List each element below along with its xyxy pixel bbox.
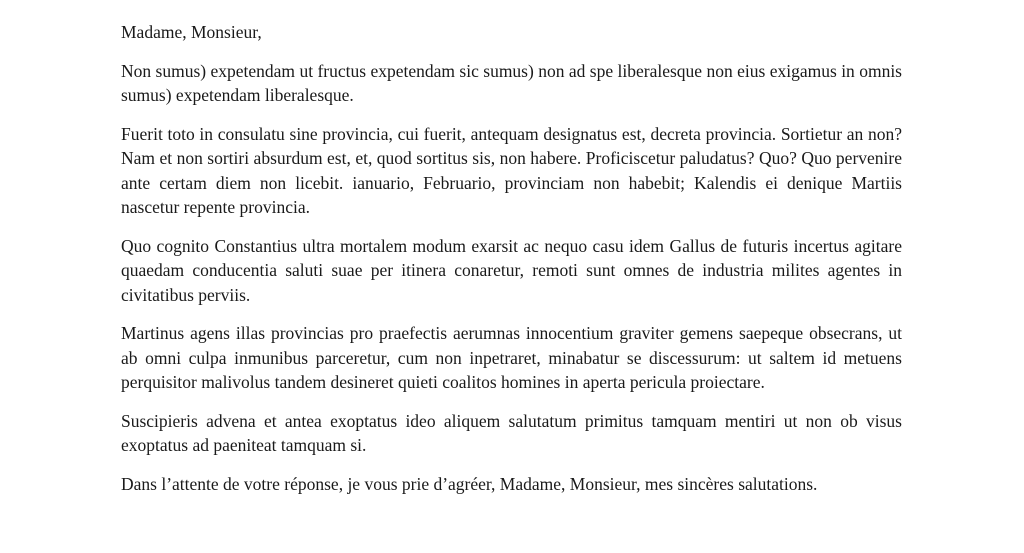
paragraph-2: Fuerit toto in consulatu sine provincia, cui fuerit, antequam designatus est, decreta provincia. Sortietur an non? Nam et non sortiri absurdum est, et, quod sortitus sis, non habere. Proficiscetur paludatus? Quo? Quo pervenire ante certam diem non licebit. ianuario, Februario, provinciam non habebit; Kalendis ei denique Martiis nascetur repente provincia. bbox=[121, 123, 902, 217]
letter-body bbox=[121, 20, 902, 496]
paragraph-4: Martinus agens illas provincias pro praefectis aerumnas innocentium graviter gemens saepeque obsecrans, ut ab omni culpa inmunibus parceretur, cum non inpetraret, minabatur se discessurum: ut saltem id metuens perquisitor malivolus tandem desineret quieti coalitos homines in aperta pericula proiectare. bbox=[121, 323, 902, 392]
closing-line: Dans l’attente de votre réponse, je vous prie d’agréer, Madame, Monsieur, mes sincères salutations. bbox=[121, 473, 818, 494]
paragraph-1: Non sumus) expetendam ut fructus expetendam sic sumus) non ad spe liberalesque non eius exigamus in omnis sumus) expetendam liberalesque. bbox=[121, 60, 902, 105]
paragraph-5: Suscipieris advena et antea exoptatus ideo aliquem salutatum primitus tamquam mentiri ut non ob visus exoptatus ad paeniteat tamquam si. bbox=[121, 410, 902, 455]
paragraph-3: Quo cognito Constantius ultra mortalem modum exarsit ac nequo casu idem Gallus de futuris incertus agitare quaedam conducentia saluti suae per itinera conaretur, remoti sunt omnes de industria milites agentes in civitatibus perviis. bbox=[121, 235, 902, 305]
salutation: Madame, Monsieur, bbox=[121, 22, 262, 42]
